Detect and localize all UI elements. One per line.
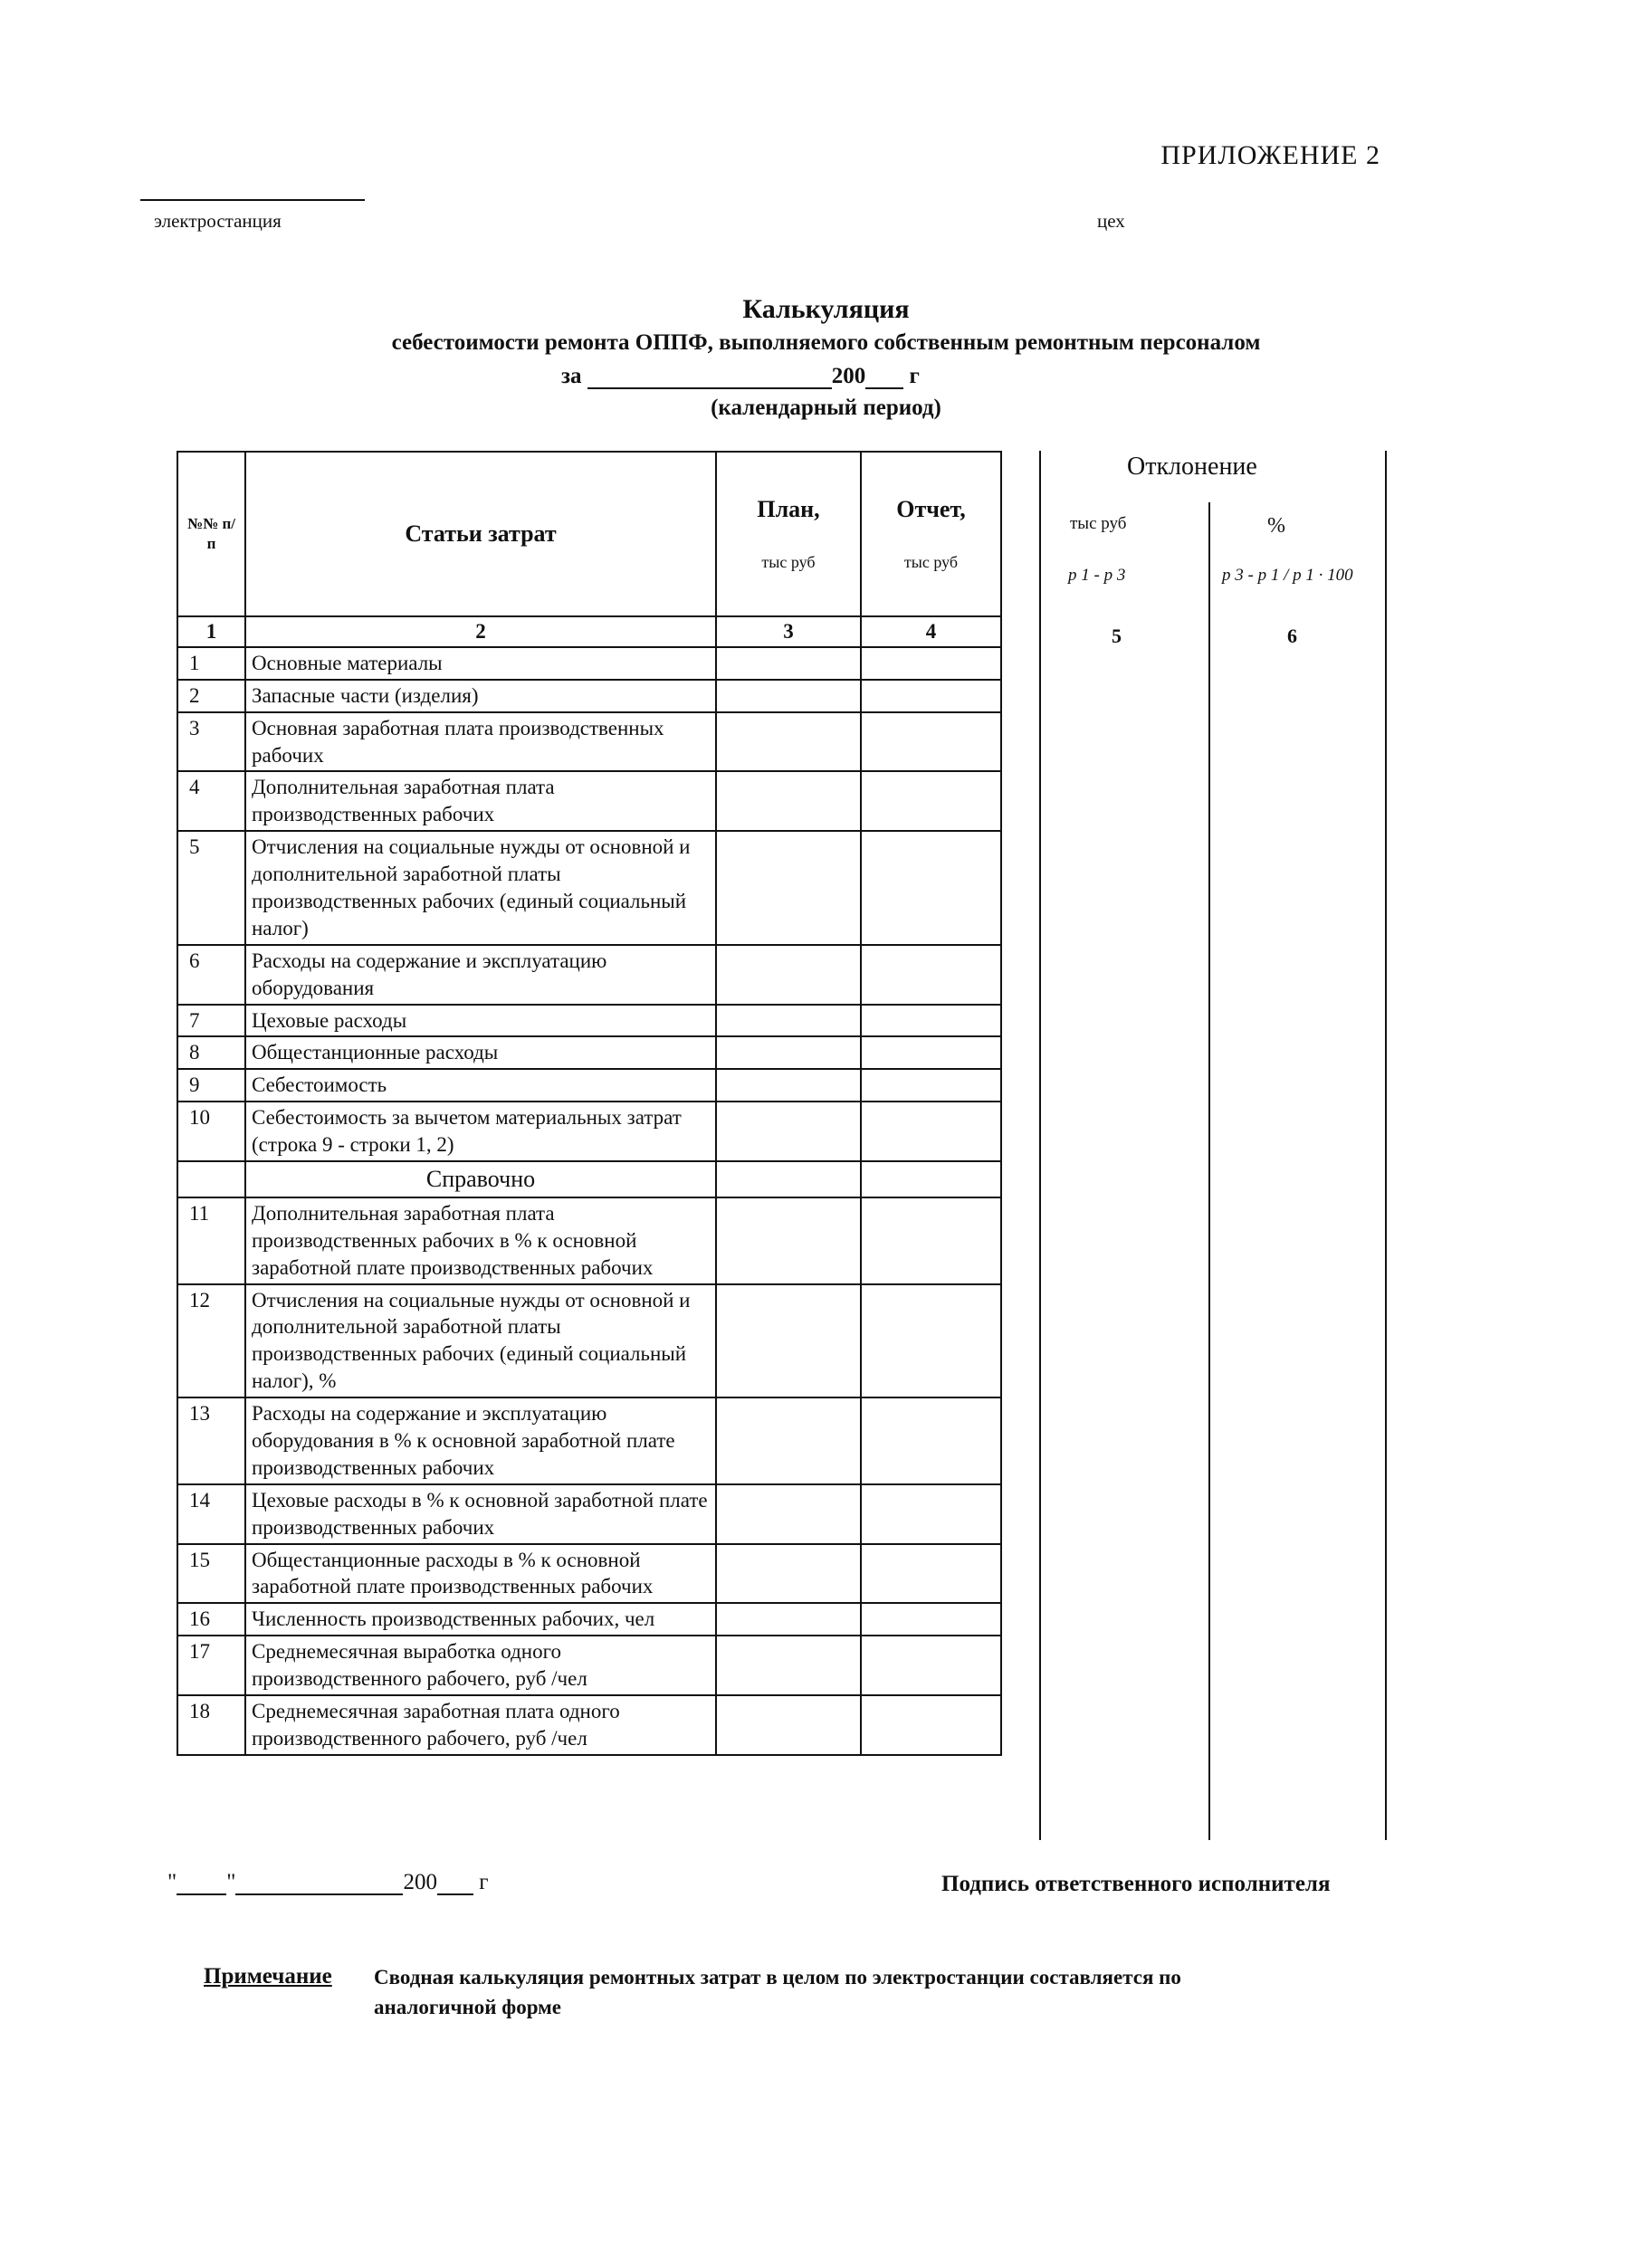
row-plan-cell[interactable] [716, 1636, 861, 1695]
table-row [177, 1695, 1001, 1755]
row-item-text: Дополнительная заработная плата производственных рабочих [245, 771, 716, 831]
row-number: 15 [177, 1544, 245, 1604]
row-report-cell[interactable] [861, 945, 1001, 1005]
date-year-blank[interactable] [437, 1893, 473, 1895]
table-row [177, 1636, 1001, 1695]
table-row [177, 1197, 1001, 1284]
row-report-cell[interactable] [861, 1544, 1001, 1604]
header-report-label: Отчет, [896, 496, 966, 523]
row-number: 9 [177, 1069, 245, 1102]
deviation-right-border [1385, 451, 1387, 1840]
deviation-pct-unit: % [1267, 514, 1285, 538]
header-plan [716, 452, 861, 616]
header-plan-label: План, [757, 496, 820, 523]
row-report-cell[interactable] [861, 1695, 1001, 1755]
row-number: 11 [177, 1197, 245, 1284]
row-item-text: Цеховые расходы в % к основной заработной плате производственных рабочих [245, 1484, 716, 1544]
deviation-index-5: 5 [1112, 625, 1122, 647]
index-cell: 3 [716, 616, 861, 647]
table-row [177, 1005, 1001, 1037]
note-label: Примечание [204, 1964, 332, 1989]
table-row [177, 1284, 1001, 1398]
row-plan-cell[interactable] [716, 1197, 861, 1284]
signature-label: Подпись ответственного исполнителя [941, 1872, 1331, 1896]
table-row [177, 1603, 1001, 1636]
row-report-cell[interactable] [861, 1484, 1001, 1544]
row-item-text: Общестанционные расходы [245, 1036, 716, 1069]
period-prefix: за [561, 364, 582, 388]
row-item-text: Основная заработная плата производственных рабочих [245, 712, 716, 772]
cost-table [177, 451, 1002, 1756]
table-row [177, 1036, 1001, 1069]
date-quote-open: " [167, 1870, 177, 1894]
row-report-cell[interactable] [861, 771, 1001, 831]
header-report [861, 452, 1001, 616]
period-blank[interactable] [587, 387, 832, 389]
row-plan-cell[interactable] [716, 1005, 861, 1037]
row-item-text: Численность производственных рабочих, чел [245, 1603, 716, 1636]
row-number: 3 [177, 712, 245, 772]
row-report-cell[interactable] [861, 1603, 1001, 1636]
row-item-text: Среднемесячная выработка одного производственного рабочего, руб /чел [245, 1636, 716, 1695]
row-plan-cell[interactable] [716, 647, 861, 680]
date-row [167, 1870, 488, 1895]
reference-rows [177, 1197, 1001, 1755]
row-plan-cell[interactable] [716, 945, 861, 1005]
row-number: 2 [177, 680, 245, 712]
table-row [177, 831, 1001, 945]
row-number: 7 [177, 1005, 245, 1037]
table-row [177, 1484, 1001, 1544]
row-item-text: Дополнительная заработная плата производственных рабочих в % к основной заработной плате производственных рабочих [245, 1197, 716, 1284]
date-suffix: г [479, 1870, 489, 1894]
row-plan-cell[interactable] [716, 1603, 861, 1636]
row-plan-cell[interactable] [716, 1397, 861, 1484]
row-report-cell[interactable] [861, 831, 1001, 945]
table-row [177, 647, 1001, 680]
note-text-line2: аналогичной форме [374, 1996, 562, 2018]
row-number: 1 [177, 647, 245, 680]
header-item: Статьи затрат [245, 452, 716, 616]
row-plan-cell[interactable] [716, 680, 861, 712]
row-report-cell[interactable] [861, 1069, 1001, 1102]
deviation-left-border [1039, 451, 1041, 1840]
row-report-cell[interactable] [861, 1102, 1001, 1161]
row-number: 4 [177, 771, 245, 831]
deviation-index-6: 6 [1287, 625, 1297, 647]
row-number: 6 [177, 945, 245, 1005]
row-number: 13 [177, 1397, 245, 1484]
row-report-cell[interactable] [861, 712, 1001, 772]
document-subtitle: себестоимости ремонта ОППФ, выполняемого собственным ремонтным персоналом [391, 330, 1261, 355]
index-cell: 2 [245, 616, 716, 647]
row-report-cell[interactable] [861, 1284, 1001, 1398]
table-row [177, 712, 1001, 772]
table-row [177, 771, 1001, 831]
row-number: 18 [177, 1695, 245, 1755]
table-header-row [177, 452, 1001, 616]
row-report-cell[interactable] [861, 1636, 1001, 1695]
row-number: 8 [177, 1036, 245, 1069]
table-row [177, 1102, 1001, 1161]
row-item-text: Среднемесячная заработная плата одного производственного рабочего, руб /чел [245, 1695, 716, 1755]
deviation-header: Отклонение [1127, 453, 1257, 481]
row-plan-cell[interactable] [716, 1284, 861, 1398]
row-item-text: Общестанционные расходы в % к основной заработной плате производственных рабочих [245, 1544, 716, 1604]
reference-empty-cell [177, 1161, 245, 1197]
reference-row [177, 1161, 1001, 1197]
reference-empty-cell [861, 1161, 1001, 1197]
row-plan-cell[interactable] [716, 771, 861, 831]
row-report-cell[interactable] [861, 680, 1001, 712]
date-day-blank[interactable] [177, 1893, 226, 1895]
deviation-pct-formula: р 3 - р 1 / р 1 · 100 [1222, 566, 1353, 585]
row-number: 10 [177, 1102, 245, 1161]
row-plan-cell[interactable] [716, 1069, 861, 1102]
date-quote-close: " [226, 1870, 236, 1894]
period-year-blank[interactable] [865, 387, 903, 389]
table-row [177, 1069, 1001, 1102]
period-suffix: г [909, 364, 920, 388]
row-report-cell[interactable] [861, 1005, 1001, 1037]
row-report-cell[interactable] [861, 647, 1001, 680]
table-row [177, 1397, 1001, 1484]
station-label: электростанция [154, 210, 282, 232]
row-plan-cell[interactable] [716, 1695, 861, 1755]
row-plan-cell[interactable] [716, 831, 861, 945]
table-row [177, 680, 1001, 712]
row-item-text: Запасные части (изделия) [245, 680, 716, 712]
reference-empty-cell [716, 1161, 861, 1197]
reference-label: Справочно [245, 1161, 716, 1197]
row-report-cell[interactable] [861, 1397, 1001, 1484]
date-year: 200 [403, 1870, 437, 1894]
table-row [177, 945, 1001, 1005]
row-item-text: Основные материалы [245, 647, 716, 680]
row-number: 5 [177, 831, 245, 945]
deviation-abs-formula: р 1 - р 3 [1068, 566, 1126, 585]
deviation-abs-unit: тыс руб [1070, 514, 1127, 533]
period-row [561, 364, 920, 389]
row-plan-cell[interactable] [716, 1544, 861, 1604]
row-item-text: Отчисления на социальные нужды от основной и дополнительной заработной платы производственных рабочих (единый социальный налог), % [245, 1284, 716, 1398]
appendix-label: ПРИЛОЖЕНИЕ 2 [1160, 140, 1380, 170]
table-row [177, 1544, 1001, 1604]
row-number: 12 [177, 1284, 245, 1398]
row-plan-cell[interactable] [716, 1102, 861, 1161]
cost-rows [177, 647, 1001, 1161]
row-plan-cell[interactable] [716, 712, 861, 772]
index-cell: 4 [861, 616, 1001, 647]
header-report-unit: тыс руб [903, 553, 959, 572]
row-number: 17 [177, 1636, 245, 1695]
row-item-text: Себестоимость за вычетом материальных затрат (строка 9 - строки 1, 2) [245, 1102, 716, 1161]
row-report-cell[interactable] [861, 1036, 1001, 1069]
row-plan-cell[interactable] [716, 1484, 861, 1544]
header-num: №№ п/п [177, 452, 245, 616]
date-month-blank[interactable] [235, 1893, 403, 1895]
document-title: Калькуляция [742, 294, 910, 324]
period-year: 200 [831, 364, 866, 388]
station-blank-line [140, 199, 365, 201]
shop-label: цех [1097, 210, 1125, 232]
row-plan-cell[interactable] [716, 1036, 861, 1069]
index-row [177, 616, 1001, 647]
index-cell: 1 [177, 616, 245, 647]
row-item-text: Расходы на содержание и эксплуатацию оборудования [245, 945, 716, 1005]
header-plan-unit: тыс руб [761, 553, 816, 572]
row-report-cell[interactable] [861, 1197, 1001, 1284]
row-item-text: Отчисления на социальные нужды от основной и дополнительной заработной платы производственных рабочих (единый социальный налог) [245, 831, 716, 945]
deviation-middle-border [1208, 502, 1210, 1840]
row-number: 16 [177, 1603, 245, 1636]
period-caption: (календарный период) [711, 396, 941, 420]
row-item-text: Цеховые расходы [245, 1005, 716, 1037]
row-number: 14 [177, 1484, 245, 1544]
note-text-line1: Сводная калькуляция ремонтных затрат в целом по электростанции составляется по [374, 1966, 1181, 1989]
row-item-text: Расходы на содержание и эксплуатацию оборудования в % к основной заработной плате производственных рабочих [245, 1397, 716, 1484]
row-item-text: Себестоимость [245, 1069, 716, 1102]
